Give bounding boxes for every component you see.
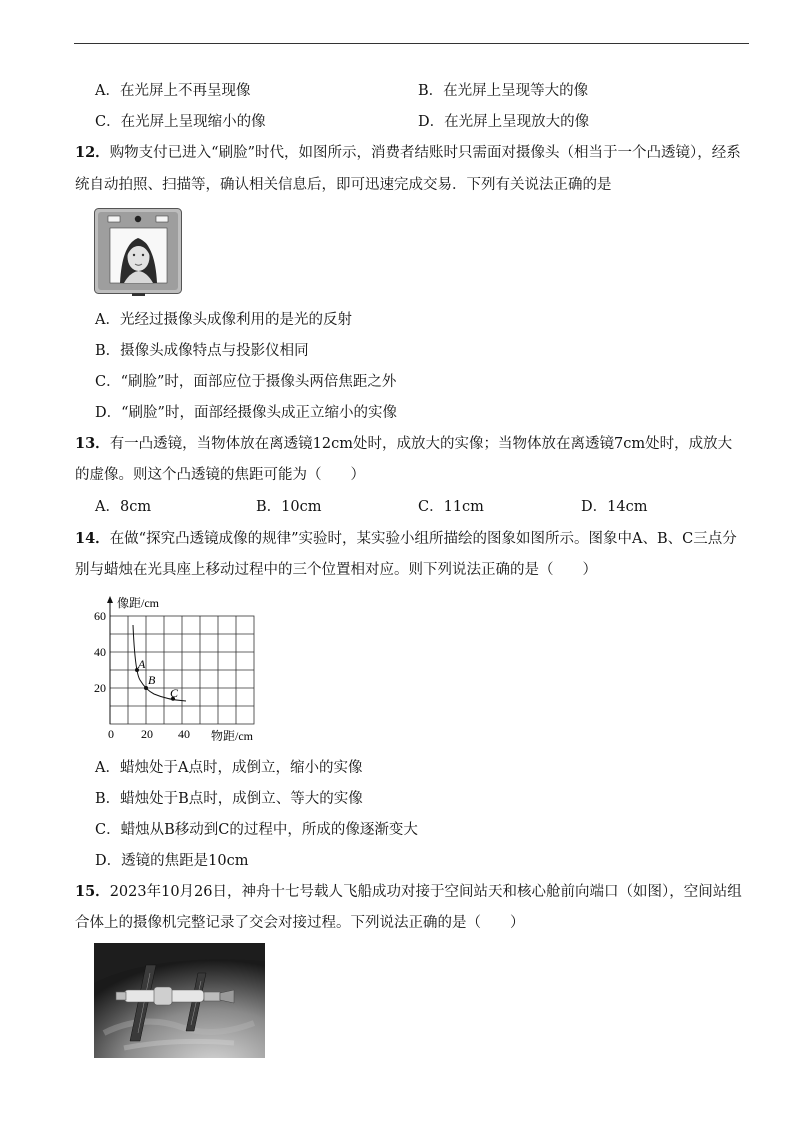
q13-option-a[interactable]: A．8cm (95, 499, 152, 515)
image-distance-object-distance-graph (88, 590, 268, 750)
point-label-c: C (170, 685, 179, 700)
q15-text1: 2023年10月26日，神舟十七号载人飞船成功对接于空间站天和核心舱前向端口（如图），空间站组 (109, 884, 742, 900)
q11-option-b[interactable]: B．在光屏上呈现等大的像 (418, 83, 589, 99)
x-axis-label: 物距/cm (211, 729, 253, 743)
y-axis-label: 像距/cm (117, 596, 159, 610)
q14-number: 14． (75, 530, 110, 547)
q12-option-d[interactable]: D．“刷脸”时，面部经摄像头成正立缩小的实像 (95, 405, 397, 421)
graph-points (135, 657, 179, 701)
q12-stem-line2: 统自动拍照、扫描等，确认相关信息后，即可迅速完成交易．下列有关说法正确的是 (75, 177, 612, 193)
q14-stem-line1 (75, 529, 737, 549)
q12-option-b[interactable]: B．摄像头成像特点与投影仪相同 (95, 343, 309, 359)
q15-stem-line1 (75, 882, 742, 902)
q12-option-c[interactable]: C．“刷脸”时，面部应位于摄像头两倍焦距之外 (95, 374, 397, 390)
q13-option-c[interactable]: C．11cm (418, 499, 484, 515)
point-label-b: B (148, 673, 156, 687)
y-axis-arrow-icon (107, 596, 113, 603)
q15-number: 15． (75, 883, 110, 900)
q13-option-d[interactable]: D．14cm (581, 499, 648, 515)
q12-option-a[interactable]: A．光经过摄像头成像利用的是光的反射 (95, 312, 352, 328)
face-payment-terminal-image (94, 208, 183, 297)
q11-option-a[interactable]: A．在光屏上不再呈现像 (95, 83, 251, 99)
q12-stem-line1 (75, 143, 741, 163)
q13-option-b[interactable]: B．10cm (256, 499, 322, 515)
q14-option-d[interactable]: D．透镜的焦距是10cm (95, 853, 249, 869)
q13-stem-line2: 的虚像。则这个凸透镜的焦距可能为（ ） (75, 467, 365, 483)
y-tick-40: 40 (94, 645, 106, 659)
q13-text1: 有一凸透镜，当物体放在离透镜12cm处时，成放大的实像；当物体放在离透镜7cm处时，成放大 (109, 436, 733, 452)
header-rule (74, 43, 749, 44)
q15-stem-line2: 合体上的摄像机完整记录了交会对接过程。下列说法正确的是（ ） (75, 915, 525, 931)
q14-text1: 在做“探究凸透镜成像的规律”实验时，某实验小组所描绘的图象如图所示。图象中A、B、C三点分 (109, 531, 737, 547)
q11-option-c[interactable]: C．在光屏上呈现缩小的像 (95, 114, 266, 130)
q12-number: 12． (75, 144, 110, 161)
space-station-image (94, 943, 265, 1058)
q12-text1: 购物支付已进入“刷脸”时代，如图所示，消费者结账时只需面对摄像头（相当于一个凸透镜），经系 (109, 145, 741, 161)
q13-number: 13． (75, 435, 110, 452)
graph-grid (110, 616, 254, 724)
point-label-a: A (138, 657, 146, 671)
q14-option-c[interactable]: C．蜡烛从B移动到C的过程中，所成的像逐渐变大 (95, 822, 418, 838)
q14-option-b[interactable]: B．蜡烛处于B点时，成倒立、等大的实像 (95, 791, 363, 807)
y-tick-20: 20 (94, 681, 106, 695)
x-tick-0: 0 (108, 727, 114, 741)
q14-stem-line2: 别与蜡烛在光具座上移动过程中的三个位置相对应。则下列说法正确的是（ ） (75, 562, 597, 578)
q11-option-d[interactable]: D．在光屏上呈现放大的像 (418, 114, 590, 130)
q13-stem-line1 (75, 434, 732, 454)
x-tick-40: 40 (178, 727, 190, 741)
x-tick-20: 20 (141, 727, 153, 741)
q14-option-a[interactable]: A．蜡烛处于A点时，成倒立，缩小的实像 (95, 760, 363, 776)
y-tick-60: 60 (94, 609, 106, 623)
